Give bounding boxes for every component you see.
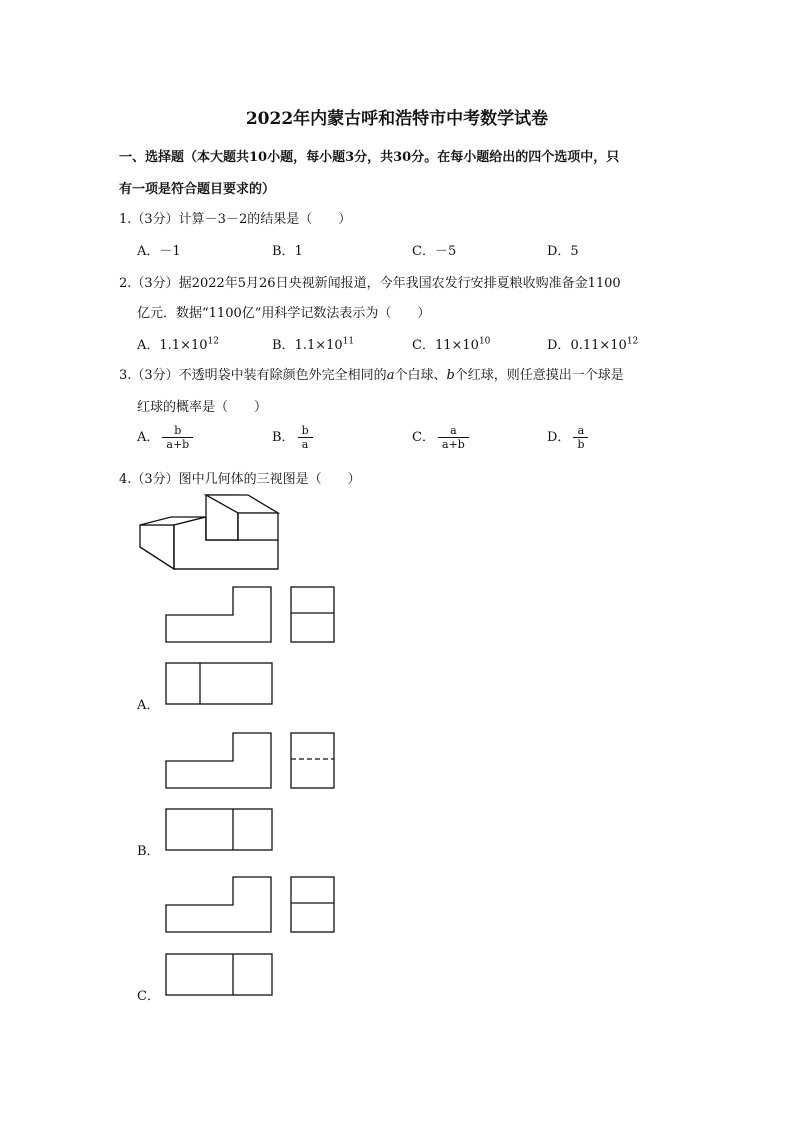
q4-option-b-front-view	[165, 732, 273, 790]
q1-option-a: A．－1	[137, 244, 181, 259]
q4-option-c-label: C．	[137, 989, 160, 1004]
page-title: 2022年内蒙古呼和浩特市中考数学试卷	[245, 109, 549, 129]
q1-option-d: D．5	[547, 244, 579, 259]
q2-option-a: A．$1.1\times 10^{12}$	[137, 336, 219, 353]
q3-option-c: C． $\frac{a}{a+b}$	[412, 424, 469, 451]
q4-option-a-top-view	[165, 662, 273, 706]
q4-solid-figure	[140, 495, 280, 575]
q4-option-b-side-view	[290, 732, 336, 790]
question-3-line1: 3.（3分）不透明袋中装有除颜色外完全相同的a个白球、b个红球，则任意摸出一个球是	[119, 368, 624, 383]
question-2-line1: 2.（3分）据2022年5月26日央视新闻报道，今年我国农发行安排夏粮收购准备金1100	[119, 276, 621, 291]
q3-option-d: D． $\frac{a}{b}$	[547, 424, 588, 451]
q4-option-c-front-view	[165, 876, 273, 934]
question-3-line2: 红球的概率是（ ）	[137, 400, 268, 415]
q4-option-a-side-view	[290, 586, 336, 644]
q4-option-c-side-view	[290, 876, 336, 934]
q3-option-a: A． $\frac{b}{a+b}$	[137, 424, 193, 451]
question-4-stem: 4.（3分）图中几何体的三视图是（ ）	[119, 472, 361, 487]
q1-option-b: B．1	[272, 244, 303, 259]
section-heading-line1: 一、选择题（本大题共10小题，每小题3分，共30分。在每小题给出的四个选项中，只	[119, 150, 620, 165]
q4-option-a-label: A．	[137, 698, 160, 713]
q4-option-b-label: B．	[137, 844, 160, 859]
q2-option-d: D．$0.11\times 10^{12}$	[547, 336, 639, 353]
q2-option-b: B．$1.1\times 10^{11}$	[272, 336, 355, 353]
q3-option-b: B． $\frac{b}{a}$	[272, 424, 313, 451]
question-1-stem: 1.（3分）计算－3－2的结果是（ ）	[119, 212, 352, 227]
q4-option-a-front-view	[165, 586, 273, 644]
section-heading-line2: 有一项是符合题目要求的）	[119, 182, 276, 197]
question-2-line2: 亿元．数据“1100亿”用科学记数法表示为（ ）	[137, 306, 431, 321]
q2-option-c: C．$11\times 10^{10}$	[412, 336, 491, 353]
q4-option-b-top-view	[165, 808, 273, 852]
q4-option-c-top-view	[165, 953, 273, 997]
q1-option-c: C．－5	[412, 244, 457, 259]
